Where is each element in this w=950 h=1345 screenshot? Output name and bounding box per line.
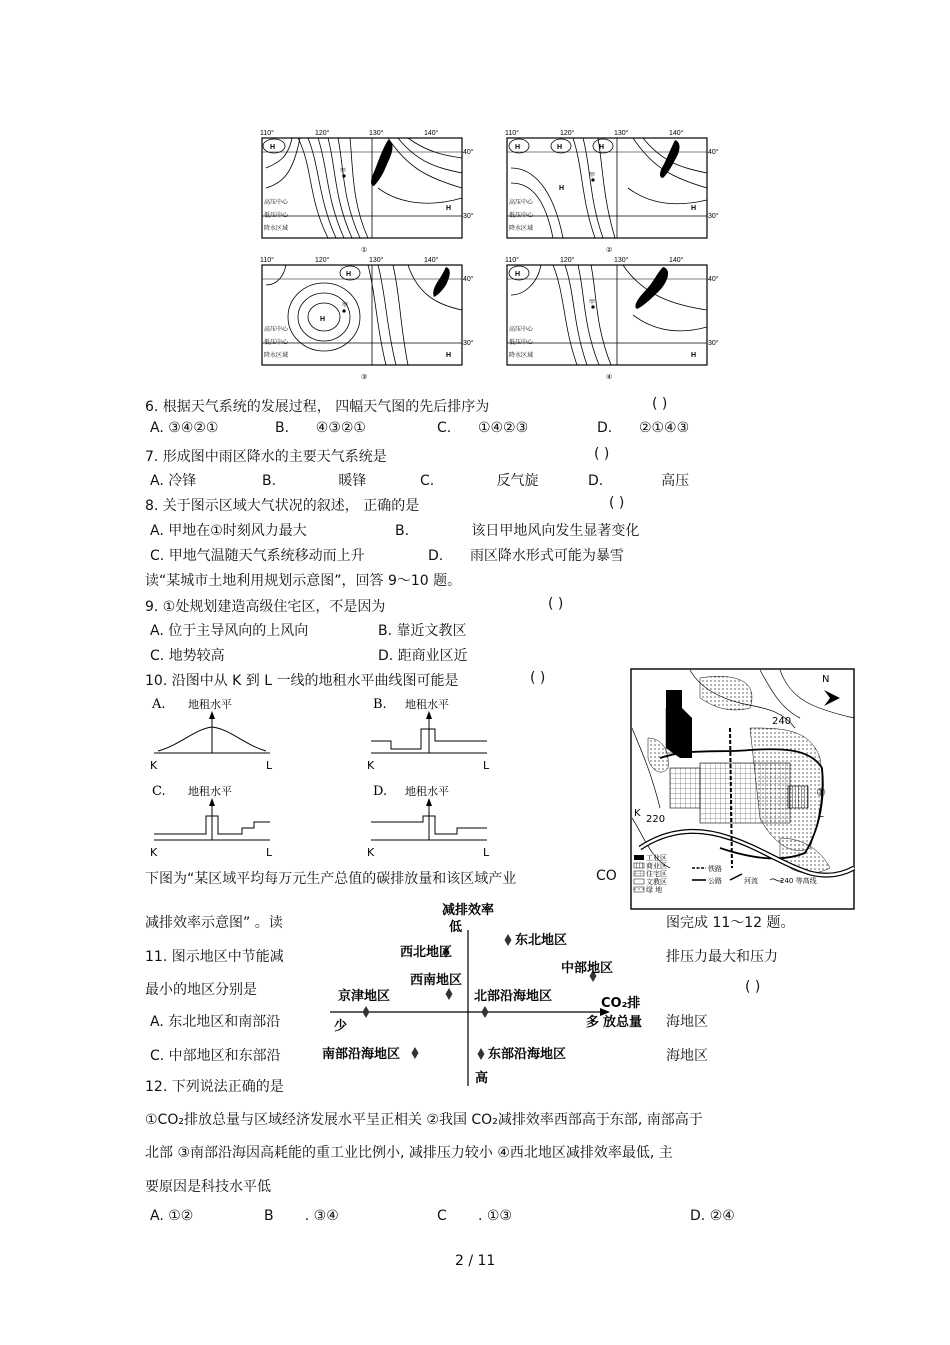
svg-text:文教区: 文教区 bbox=[646, 878, 667, 886]
q7-paren: ( ) bbox=[594, 446, 610, 462]
q12-line3: 要原因是科技水平低 bbox=[145, 1179, 271, 1195]
svg-text:H: H bbox=[446, 205, 452, 212]
q6-stem: 6. 根据天气系统的发展过程， 四幅天气图的先后排序为 bbox=[145, 399, 490, 415]
q12-line1: ①CO₂排放总量与区域经济发展水平呈正相关 ②我国 CO₂减排效率西部高于东部, 南部高于 bbox=[145, 1112, 703, 1128]
svg-text:120°: 120° bbox=[315, 257, 330, 264]
intro-11-12-line2b: 图完成 11～12 题。 bbox=[666, 915, 795, 931]
svg-text:40°: 40° bbox=[463, 149, 474, 156]
svg-text:降水区域: 降水区域 bbox=[509, 225, 534, 232]
svg-text:L: L bbox=[483, 846, 490, 859]
q9-paren: ( ) bbox=[548, 596, 564, 612]
q8-option-d: D. 雨区降水形式可能为暴雪 bbox=[428, 548, 624, 564]
svg-text:甲: 甲 bbox=[340, 168, 347, 175]
city-land-use-map bbox=[630, 668, 855, 910]
q10-stem: 10. 沿图中从 K 到 L 一线的地租水平曲线图可能是 bbox=[145, 673, 459, 689]
point-k: K bbox=[634, 808, 641, 819]
q10-graph-b bbox=[367, 695, 492, 779]
svg-text:H: H bbox=[320, 316, 326, 323]
legend-rain: 降水区域 bbox=[264, 225, 289, 232]
q7-option-b: B. 暖锋 bbox=[262, 473, 367, 489]
q12-option-c: C . ①③ bbox=[437, 1208, 512, 1224]
y-low: 低 bbox=[449, 920, 463, 935]
svg-text:140°: 140° bbox=[424, 257, 439, 264]
svg-text:40°: 40° bbox=[463, 276, 474, 283]
svg-text:③: ③ bbox=[361, 374, 368, 381]
q8-option-c: C. 甲地气温随天气系统移动而上升 bbox=[150, 548, 365, 564]
q11-option-a-right: 海地区 bbox=[666, 1014, 708, 1030]
weather-map-3 bbox=[258, 255, 474, 383]
svg-text:H: H bbox=[515, 144, 521, 151]
intro-11-12-line2a: 减排效率示意图” 。读 bbox=[145, 915, 283, 931]
region-label: 西北地区 bbox=[400, 945, 453, 960]
svg-text:140°: 140° bbox=[669, 130, 684, 137]
q9-stem: 9. ①处规划建造高级住宅区，不是因为 bbox=[145, 599, 386, 615]
svg-text:河流: 河流 bbox=[744, 877, 758, 885]
svg-text:30°: 30° bbox=[708, 340, 719, 347]
svg-text:H: H bbox=[270, 144, 276, 151]
svg-text:H: H bbox=[559, 185, 565, 192]
svg-text:绿 地: 绿 地 bbox=[646, 886, 663, 894]
svg-text:H: H bbox=[691, 205, 697, 212]
q12-option-d: D. ②④ bbox=[690, 1208, 735, 1224]
q9-option-b: B. 靠近文教区 bbox=[378, 623, 467, 639]
q9-option-d: D. 距商业区近 bbox=[378, 648, 468, 664]
svg-text:110°: 110° bbox=[505, 257, 519, 264]
region-label: 京津地区 bbox=[338, 989, 391, 1004]
svg-text:甲: 甲 bbox=[342, 302, 349, 309]
q10-paren: ( ) bbox=[530, 670, 546, 686]
svg-text:H: H bbox=[557, 144, 563, 151]
svg-text:②: ② bbox=[606, 247, 613, 254]
svg-text:240: 240 bbox=[772, 716, 792, 727]
svg-text:地租水平: 地租水平 bbox=[188, 785, 232, 798]
q12-option-b: B . ③④ bbox=[264, 1208, 339, 1224]
q7-option-c: C. 反气旋 bbox=[420, 473, 539, 489]
x-axis-title-1: CO₂排 bbox=[601, 996, 641, 1011]
q11-option-c-left: C. 中部地区和东部沿 bbox=[150, 1048, 281, 1064]
region-marker bbox=[482, 1006, 489, 1018]
q7-option-d: D. 高压 bbox=[588, 473, 690, 489]
point-l: L bbox=[818, 809, 824, 820]
q6-option-b: B. ④③②① bbox=[275, 420, 366, 436]
q6-option-d: D. ②①④③ bbox=[597, 420, 690, 436]
co2-chart bbox=[318, 900, 658, 1094]
svg-text:30°: 30° bbox=[463, 340, 474, 347]
region-label: 西南地区 bbox=[410, 973, 463, 988]
svg-text:甲: 甲 bbox=[589, 172, 596, 179]
svg-text:H: H bbox=[515, 271, 521, 278]
intro-11-12-co2: CO bbox=[596, 868, 617, 884]
y-axis-title: 减排效率 bbox=[442, 903, 495, 918]
north-label: N bbox=[822, 674, 830, 685]
region-marker bbox=[412, 1047, 419, 1059]
q11-option-c-right: 海地区 bbox=[666, 1048, 708, 1064]
svg-text:130°: 130° bbox=[614, 130, 629, 137]
region-marker bbox=[478, 1048, 485, 1060]
region-label: 东部沿海地区 bbox=[488, 1047, 567, 1062]
q11-stem-a: 11. 图示地区中节能减 bbox=[145, 949, 284, 965]
svg-text:40°: 40° bbox=[708, 276, 719, 283]
svg-text:K: K bbox=[367, 846, 375, 859]
svg-text:L: L bbox=[483, 759, 490, 772]
svg-text:H: H bbox=[346, 271, 352, 278]
svg-text:40°: 40° bbox=[708, 149, 719, 156]
svg-text:H: H bbox=[691, 352, 697, 359]
svg-text:住宅区: 住宅区 bbox=[646, 870, 667, 878]
svg-text:降水区域: 降水区域 bbox=[264, 352, 289, 359]
q8-stem: 8. 关于图示区域大气状况的叙述， 正确的是 bbox=[145, 498, 420, 514]
q11-paren: ( ) bbox=[745, 979, 761, 995]
q9-option-c: C. 地势较高 bbox=[150, 648, 225, 664]
svg-text:铁路: 铁路 bbox=[708, 865, 722, 873]
q6-option-a: A. ③④②① bbox=[150, 420, 219, 436]
x-high: 多 bbox=[586, 1015, 600, 1030]
svg-text:30°: 30° bbox=[708, 213, 719, 220]
weather-map-1 bbox=[258, 128, 474, 256]
page-number: 2 / 11 bbox=[455, 1253, 496, 1269]
legend-high: 高压中心 bbox=[264, 199, 289, 206]
q7-option-a: A. 冷锋 bbox=[150, 473, 197, 489]
svg-text:高压中心: 高压中心 bbox=[264, 326, 289, 333]
legend-low: 低压中心 bbox=[264, 212, 289, 219]
svg-text:低压中心: 低压中心 bbox=[509, 212, 534, 219]
svg-text:地租水平: 地租水平 bbox=[188, 698, 232, 711]
svg-text:K: K bbox=[367, 759, 375, 772]
svg-text:220: 220 bbox=[646, 814, 666, 825]
intro-9-10: 读“某城市土地利用规划示意图”，回答 9～10 题。 bbox=[145, 573, 462, 589]
svg-text:公路: 公路 bbox=[708, 877, 722, 885]
region-label: 南部沿海地区 bbox=[322, 1047, 401, 1062]
svg-text:B.: B. bbox=[373, 697, 387, 712]
q10-graph-a bbox=[150, 695, 275, 779]
svg-text:A.: A. bbox=[152, 697, 166, 712]
svg-text:商业区: 商业区 bbox=[646, 862, 667, 870]
q8-paren: ( ) bbox=[609, 495, 625, 511]
svg-text:地租水平: 地租水平 bbox=[405, 698, 449, 711]
svg-text:K: K bbox=[150, 759, 158, 772]
svg-text:降水区域: 降水区域 bbox=[509, 352, 534, 359]
region-label: 北部沿海地区 bbox=[474, 989, 553, 1004]
svg-text:120°: 120° bbox=[560, 130, 575, 137]
q6-paren: ( ) bbox=[652, 396, 668, 412]
q12-stem: 12. 下列说法正确的是 bbox=[145, 1079, 284, 1095]
svg-text:140°: 140° bbox=[424, 130, 439, 137]
region-label: 东北地区 bbox=[515, 933, 568, 948]
svg-text:240 等高线: 240 等高线 bbox=[780, 877, 817, 885]
q12-line2: 北部 ③南部沿海因高耗能的重工业比例小, 减排压力较小 ④西北地区减排效率最低, 主 bbox=[145, 1145, 673, 1161]
q11-stem-c: 最小的地区分别是 bbox=[145, 982, 257, 998]
q9-option-a: A. 位于主导风向的上风向 bbox=[150, 623, 309, 639]
region-marker bbox=[363, 1006, 370, 1018]
marker-1: ① bbox=[816, 786, 826, 799]
svg-text:低压中心: 低压中心 bbox=[509, 339, 534, 346]
svg-text:130°: 130° bbox=[369, 130, 384, 137]
x-axis-title-2: 放总量 bbox=[603, 1015, 643, 1030]
svg-text:甲: 甲 bbox=[589, 299, 596, 306]
svg-text:110°: 110° bbox=[505, 130, 519, 137]
svg-text:110°: 110° bbox=[260, 257, 274, 264]
q10-graph-c bbox=[150, 782, 275, 866]
svg-text:C.: C. bbox=[152, 784, 166, 799]
long-label: 110° bbox=[260, 130, 274, 137]
svg-text:L: L bbox=[266, 846, 273, 859]
x-low: 少 bbox=[334, 1019, 348, 1034]
svg-text:130°: 130° bbox=[369, 257, 384, 264]
region-marker bbox=[446, 988, 453, 1000]
svg-text:④: ④ bbox=[606, 374, 613, 381]
svg-text:高压中心: 高压中心 bbox=[509, 199, 534, 206]
legend-industrial: 工业区 bbox=[646, 854, 667, 862]
q8-option-a: A. 甲地在①时刻风力最大 bbox=[150, 523, 307, 539]
svg-text:H: H bbox=[599, 144, 605, 151]
svg-text:H: H bbox=[446, 352, 452, 359]
q8-option-b: B. 该日甲地风向发生显著变化 bbox=[395, 523, 640, 539]
q11-stem-b: 排压力最大和压力 bbox=[666, 949, 778, 965]
q11-option-a-left: A. 东北地区和南部沿 bbox=[150, 1014, 281, 1030]
svg-text:130°: 130° bbox=[614, 257, 629, 264]
svg-text:30°: 30° bbox=[463, 213, 474, 220]
svg-text:120°: 120° bbox=[315, 130, 330, 137]
svg-text:低压中心: 低压中心 bbox=[264, 339, 289, 346]
svg-text:地租水平: 地租水平 bbox=[405, 785, 449, 798]
svg-text:高压中心: 高压中心 bbox=[509, 326, 534, 333]
region-marker bbox=[505, 934, 512, 946]
svg-text:140°: 140° bbox=[669, 257, 684, 264]
y-high: 高 bbox=[475, 1071, 489, 1086]
weather-map-2 bbox=[503, 128, 719, 256]
weather-map-4 bbox=[503, 255, 719, 383]
svg-text:D.: D. bbox=[373, 784, 388, 799]
intro-11-12-line1: 下图为“某区域平均每万元生产总值的碳排放量和该区域产业 bbox=[145, 871, 517, 887]
svg-text:120°: 120° bbox=[560, 257, 575, 264]
q12-option-a: A. ①② bbox=[150, 1208, 194, 1224]
region-label: 中部地区 bbox=[561, 961, 614, 976]
q10-graph-d bbox=[367, 782, 492, 866]
q6-option-c: C. ①④②③ bbox=[437, 420, 529, 436]
svg-text:K: K bbox=[150, 846, 158, 859]
q7-stem: 7. 形成图中雨区降水的主要天气系统是 bbox=[145, 449, 387, 465]
svg-text:①: ① bbox=[361, 247, 368, 254]
svg-text:L: L bbox=[266, 759, 273, 772]
